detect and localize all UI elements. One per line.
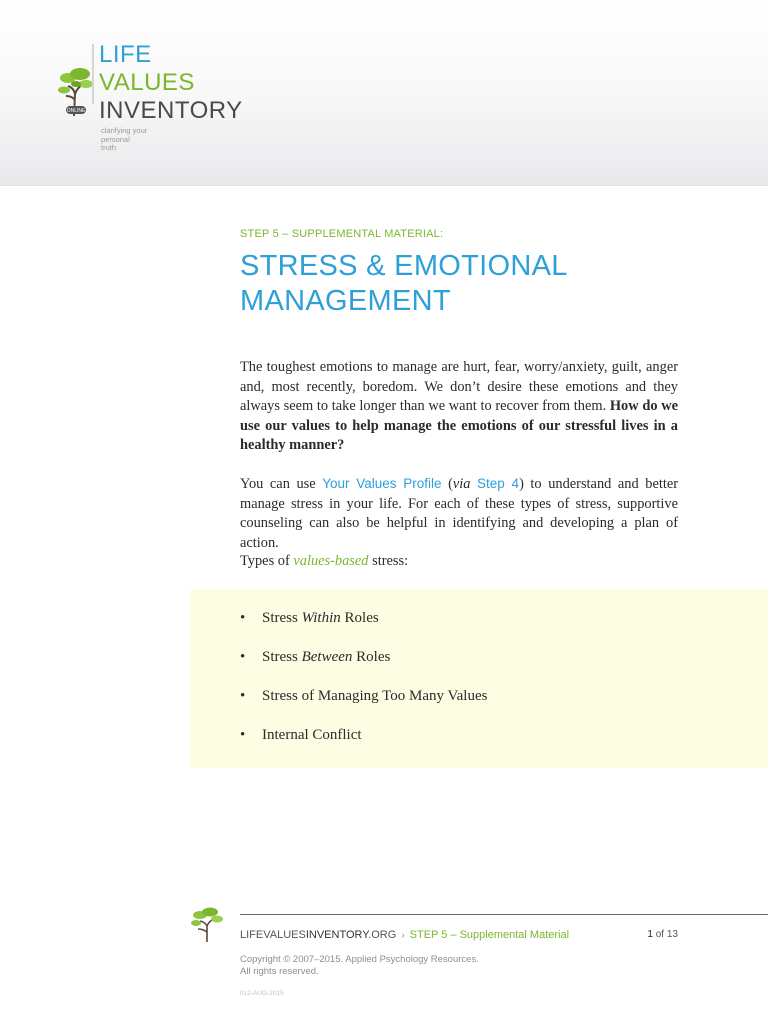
types-intro: Types of values-based stress:: [240, 553, 409, 569]
intro-question: How do we use our values to help manage the emotions of our stressful lives in a healthy manner?: [240, 398, 678, 453]
footer-breadcrumb: [240, 929, 569, 941]
logo-tagline: clarifying your personal truth: [101, 126, 148, 152]
site-link[interactable]: LIFEVALUESINVENTORY.ORG: [240, 929, 397, 941]
page-number: 1 of 13: [647, 929, 678, 940]
copyright: Copyright © 2007–2015. Applied Psychology Resources. All rights reserved.: [240, 954, 479, 977]
list-item: • Stress Between Roles: [240, 649, 391, 665]
step-label: STEP 5 – SUPPLEMENTAL MATERIAL:: [240, 228, 444, 240]
logo-word-values: VALUES: [99, 69, 195, 96]
values-based-emphasis: values-based: [293, 553, 369, 569]
list-item: • Stress Within Roles: [240, 610, 379, 626]
chevron-right-icon: ›: [401, 930, 405, 941]
step-4-link[interactable]: Step 4: [477, 476, 520, 491]
tree-icon: [190, 906, 224, 942]
stress-types-box: [190, 589, 768, 768]
list-item: • Stress of Managing Too Many Values: [240, 688, 488, 704]
page-title: STRESS & EMOTIONAL MANAGEMENT: [240, 250, 568, 317]
title-block: [240, 228, 678, 319]
site-logo[interactable]: [58, 40, 278, 160]
footer-divider: [240, 914, 768, 915]
svg-text:ONLINE: ONLINE: [66, 108, 86, 114]
values-profile-paragraph: You can use Your Values Profile (via Step 4) to understand and better manage stress in your life. For each of these types of stress, supportive counseling can also be helpful in identifying and developing a plan of action.: [240, 476, 679, 551]
list-item: • Internal Conflict: [240, 727, 362, 743]
stress-types-list: [242, 609, 487, 765]
tree-icon: [58, 64, 94, 116]
logo-divider: [92, 44, 94, 104]
breadcrumb-step-5[interactable]: STEP 5 – Supplemental Material: [409, 929, 570, 941]
intro-paragraph: The toughest emotions to manage are hurt, fear, worry/anxiety, guilt, anger and, most recently, boredom. We don’t desire these emotions and they always seem to take longer than we want to recover from them. How do we use our values to help manage the emotions of our stressful lives in a healthy manner?: [240, 359, 678, 453]
your-values-profile-link[interactable]: Your Values Profile: [322, 476, 442, 491]
logo-word-life: LIFE: [99, 41, 152, 68]
date-code: 012-AUG-2015: [240, 990, 284, 997]
logo-word-inventory: INVENTORY: [99, 97, 243, 124]
